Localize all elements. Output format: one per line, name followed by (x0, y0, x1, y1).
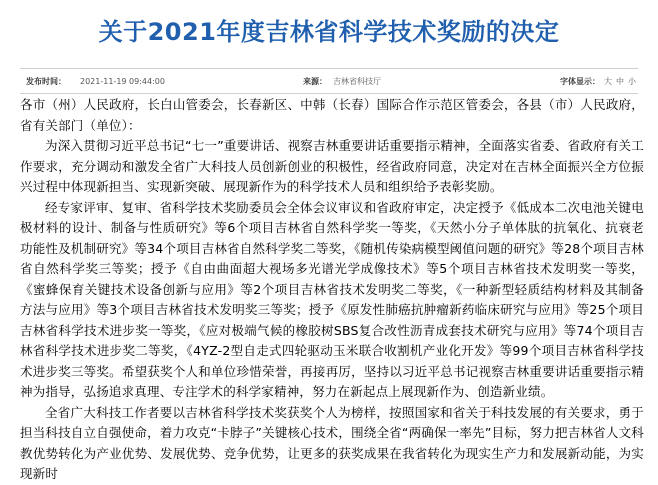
salutation: 各市（州）人民政府，长白山管委会，长春新区、中韩（长春）国际合作示范区管委会，各县（市）人民政府，省有关部门（单位）： (20, 97, 644, 133)
page-title: 关于2021年度吉林省科学技术奖励的决定 (98, 18, 560, 46)
article-meta-bar (20, 68, 638, 94)
paragraph: 全省广大科技工作者要以吉林省科学技术奖获奖个人为榜样，按照国家和省关于科技发展的有关要求，勇于担当科技自立自强使命，着力攻克“卡脖子”关键核心技术，围绕全省“两确保一率先”目标，努力把吉林省人文科教优势转化为产业优势、发展优势、竞争优势，让更多的获奖成果在我省转化为现实生产力和发展新动能，为实现新时 (20, 404, 644, 481)
font-size-small-button[interactable]: 小 (628, 76, 636, 86)
font-size-medium-button[interactable]: 中 (616, 76, 624, 86)
font-size-large-button[interactable]: 大 (604, 76, 612, 86)
source (303, 76, 381, 87)
paragraph: 经专家评审、复审、省科学技术奖励委员会全体会议审议和省政府审定，决定授予《低成本二次电池关键电极材料的设计、制备与性质研究》等6个项目吉林省自然科学奖一等奖，《天然小分子单体肽的抗氧化、抗衰老功能性及机制研究》等34个项目吉林省自然科学奖二等奖，《随机传染病模型阈值问题的研究》等28个项目吉林省自然科学奖三等奖；授予《自由曲面超大视场多光谱光学成像技术》等5个项目吉林省技术发明奖一等奖，《蜜蜂保育关键技术设备创新与应用》等2个项目吉林省技术发明奖二等奖，《一种新型轻质结构材料及其制备方法与应用》等3个项目吉林省技术发明奖三等奖；授予《原发性肺癌抗肿瘤新药临床研究与应用》等25个项目吉林省科学技术进步奖一等奖，《应对极端气候的橡胶树SBS复合改性沥青成套技术研究与应用》等74个项目吉林省科学技术进步奖二等奖，《4YZ-2型自走式四轮驱动玉米联合收割机产业化开发》等99个项目吉林省科学技术进步奖三等奖。希望获奖个人和单位珍惜荣誉，再接再厉，坚持以习近平总书记视察吉林重要讲话重要指示精神为指导，弘扬追求真理、专注学术的科学家精神，努力在新起点上展现新作为、创造新业绩。 (20, 199, 644, 399)
font-size-switcher (560, 76, 636, 87)
source-label: 来源： (303, 76, 327, 86)
publish-time-value: 2021-11-19 09:44:00 (80, 76, 165, 86)
publish-time-label: 发布时间： (26, 76, 66, 86)
article-body (20, 95, 644, 485)
source-value: 吉林省科技厅 (333, 76, 381, 86)
paragraph: 为深入贯彻习近平总书记“七一”重要讲话、视察吉林重要讲话重要指示精神，全面落实省委、省政府有关工作要求，充分调动和激发全省广大科技人员创新创业的积极性，经省政府同意，决定对在吉林全面振兴全方位振兴过程中体现新担当、实现新突破、展现新作为的科学技术人员和组织给予表彰奖励。 (20, 138, 644, 194)
font-size-label: 字体显示： (560, 76, 600, 86)
